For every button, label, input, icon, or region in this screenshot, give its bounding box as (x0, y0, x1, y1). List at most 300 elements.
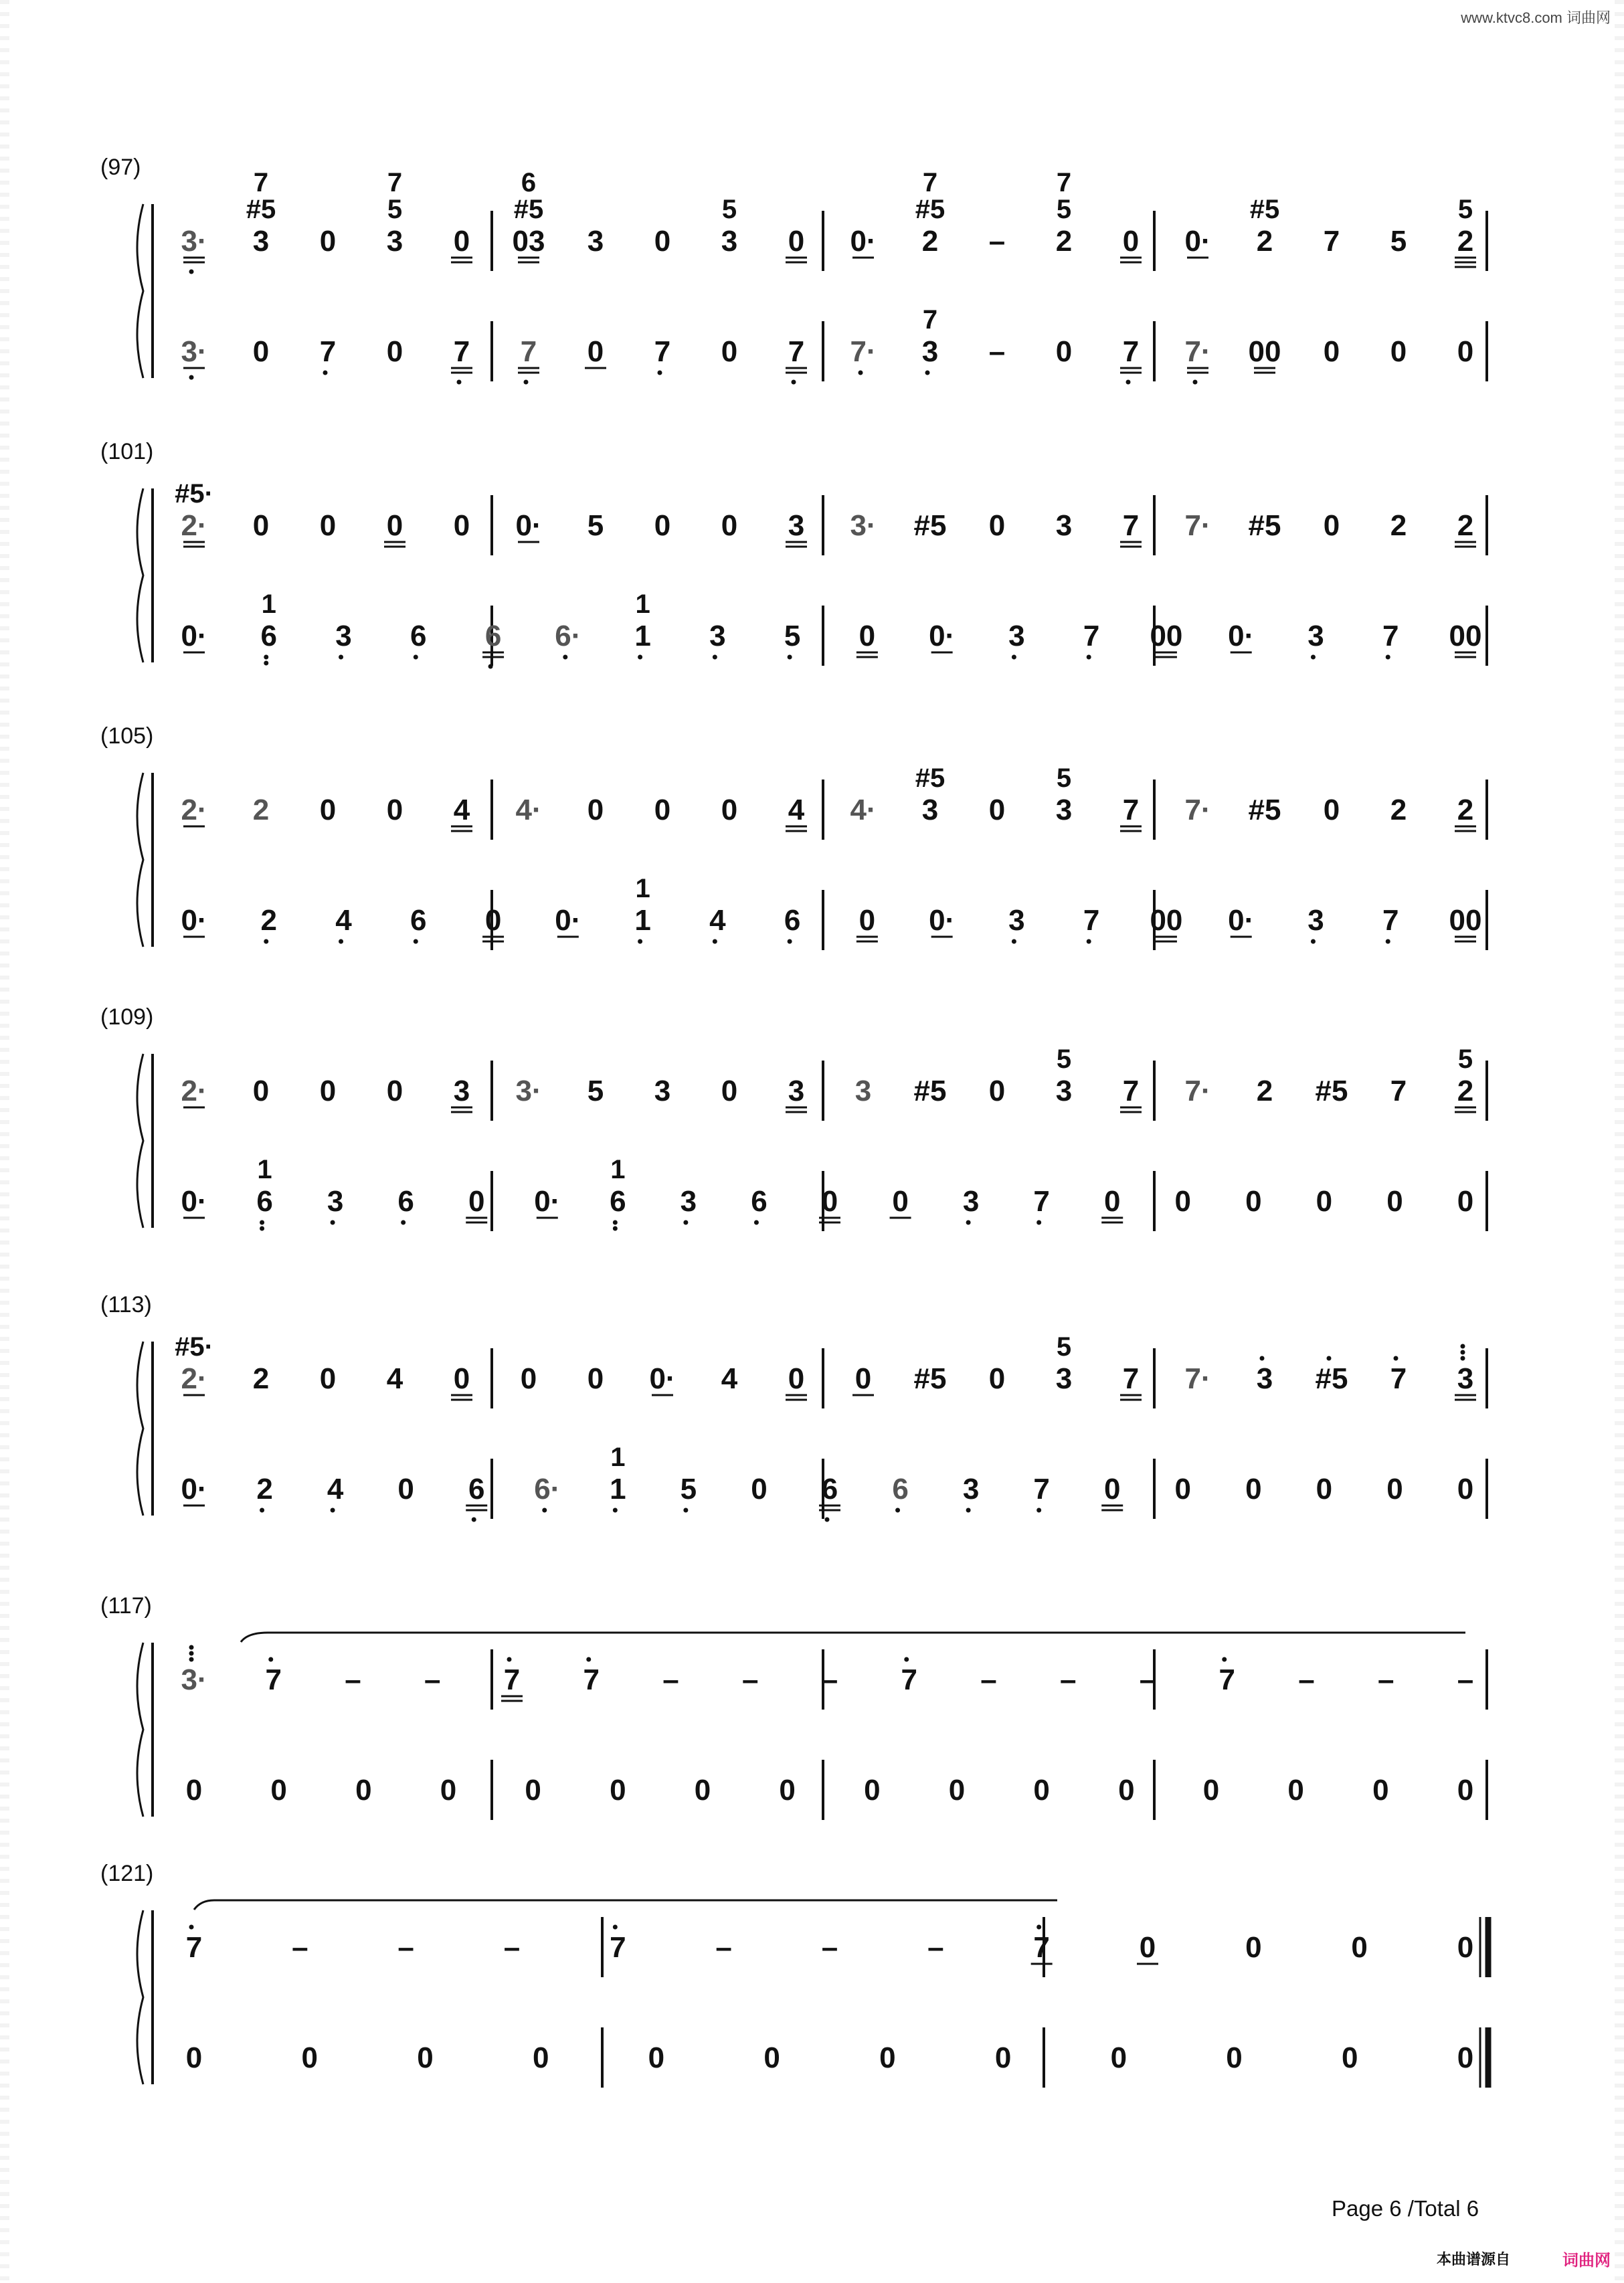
octave-dot-low (260, 1220, 264, 1225)
upper-note: 0 (386, 794, 403, 826)
chord-note: 1 (610, 1155, 626, 1184)
left-margin-stripe (0, 0, 9, 2283)
lower-note: 0· (1228, 904, 1255, 937)
lower-note: 0 (1287, 1774, 1304, 1807)
upper-note: – (345, 1663, 361, 1696)
upper-note: – (503, 1931, 521, 1964)
upper-note: 0 (453, 509, 470, 542)
lower-note: 0 (1103, 1473, 1121, 1505)
upper-note: #5 (1248, 794, 1281, 826)
lower-note: 7 (520, 335, 537, 368)
lower-note: 0 (185, 1774, 203, 1807)
lower-note: 0 (1323, 335, 1340, 368)
lower-note: 0 (1202, 1774, 1220, 1807)
lower-note: 7 (1033, 1473, 1050, 1505)
staff-brace (137, 1054, 143, 1228)
lower-note: 00 (1150, 620, 1183, 652)
upper-note: 0 (1245, 1931, 1262, 1964)
upper-note: 3 (1055, 1075, 1073, 1107)
lower-note: 2 (256, 1473, 273, 1505)
upper-note: #5 (1315, 1362, 1348, 1395)
octave-dot-low (754, 1220, 759, 1225)
upper-note: 0· (1184, 225, 1211, 258)
octave-dot-low (613, 1508, 618, 1513)
tie-arc (194, 1900, 1057, 1910)
lower-note: 5 (680, 1473, 697, 1505)
chord-note: 5 (1056, 763, 1072, 793)
upper-note: – (821, 1931, 838, 1964)
lower-note: 6 (821, 1473, 838, 1505)
lower-note: 5 (784, 620, 801, 652)
chord-note: 5 (1457, 1044, 1473, 1074)
octave-dot-low (1012, 939, 1016, 944)
lower-note: 6 (468, 1473, 485, 1505)
upper-note: 7· (1184, 1362, 1211, 1395)
upper-note: 3 (1055, 509, 1073, 542)
upper-note: #5 (1248, 509, 1281, 542)
upper-note: 2· (181, 509, 207, 542)
upper-note: 3· (181, 1663, 207, 1696)
octave-dot-low (260, 1226, 264, 1231)
upper-note: 5 (1390, 225, 1407, 258)
octave-dot-low (713, 655, 717, 660)
watermark-source: 本曲谱源自 (1436, 2251, 1510, 2268)
lower-note: 0 (1033, 1774, 1050, 1807)
octave-dot-low (658, 371, 662, 375)
upper-note: 3 (453, 1075, 470, 1107)
chord-note: #5 (915, 763, 945, 793)
watermark-top: www.ktvc8.com 词曲网 (1461, 9, 1611, 26)
lower-note: 0 (185, 2041, 203, 2074)
lower-note: 3 (1008, 620, 1025, 652)
octave-dot-high (189, 1925, 194, 1930)
lower-note: 7· (850, 335, 877, 368)
lower-note: 0 (610, 1774, 626, 1807)
lower-note: – (988, 335, 1006, 368)
octave-dot-high (189, 1651, 194, 1656)
octave-dot-low (683, 1220, 688, 1225)
upper-note: 7 (265, 1663, 282, 1696)
upper-note: 0 (1139, 1931, 1156, 1964)
octave-dot-low (925, 371, 930, 375)
lower-note: 0 (1103, 1185, 1121, 1218)
chord-note: 5 (387, 195, 403, 224)
lower-note: 0 (859, 620, 876, 652)
lower-note: 1 (634, 904, 651, 937)
octave-dot-low (1386, 655, 1390, 660)
lower-note: 0 (1226, 2041, 1243, 2074)
measure-number: (117) (100, 1593, 152, 1619)
octave-dot-low (966, 1508, 971, 1513)
upper-note: – (1298, 1663, 1315, 1696)
upper-note: 3 (587, 225, 604, 258)
chord-note: #5· (175, 1332, 213, 1362)
octave-dot-low (638, 655, 642, 660)
upper-note: 2· (181, 794, 207, 826)
octave-dot-high (586, 1657, 591, 1662)
lower-note: 7 (453, 335, 470, 368)
octave-dot-high (904, 1657, 909, 1662)
chord-note: 1 (635, 874, 650, 903)
octave-dot-high (1461, 1344, 1465, 1349)
octave-dot-low (331, 1508, 335, 1513)
lower-note: 0· (929, 904, 956, 937)
octave-dot-high (1327, 1356, 1332, 1361)
right-margin-stripe (1615, 0, 1624, 2283)
upper-note: 2 (1256, 225, 1273, 258)
lower-note: 0 (751, 1473, 768, 1505)
upper-note: 3· (181, 225, 207, 258)
lower-note: 4 (335, 904, 352, 937)
upper-note: 0 (319, 225, 337, 258)
upper-note: – (424, 1663, 441, 1696)
lower-note: 0· (181, 620, 207, 652)
upper-note: 0 (386, 1075, 403, 1107)
octave-dot-low (683, 1508, 688, 1513)
chord-note: 5 (1056, 1332, 1072, 1362)
lower-note: 0 (270, 1774, 287, 1807)
upper-note: 3 (1457, 1362, 1474, 1395)
lower-note: 0 (892, 1185, 909, 1218)
lower-note: 0· (555, 904, 581, 937)
chord-note: 5 (1056, 1044, 1072, 1074)
staff-brace (137, 488, 143, 662)
octave-dot-low (1087, 939, 1091, 944)
lower-note: 0 (1457, 1473, 1474, 1505)
octave-dot-high (1461, 1356, 1465, 1361)
upper-note: 7 (1390, 1075, 1407, 1107)
chord-note: 6 (521, 168, 537, 197)
lower-note: 7· (1184, 335, 1211, 368)
upper-note: 0· (850, 225, 877, 258)
upper-note: #5 (913, 1075, 947, 1107)
chord-note: 5 (1056, 195, 1072, 224)
lower-note: 3· (181, 335, 207, 368)
measure-number: (101) (100, 439, 154, 464)
lower-note: 0 (859, 904, 876, 937)
measure-number: (109) (100, 1004, 154, 1030)
lower-note: 0 (879, 2041, 896, 2074)
lower-note: 0 (417, 2041, 434, 2074)
chord-note: 5 (1457, 195, 1473, 224)
chord-note: 7 (922, 168, 938, 197)
upper-note: 0 (721, 509, 738, 542)
upper-note: 0 (988, 1075, 1006, 1107)
upper-note: 3 (1055, 1362, 1073, 1395)
lower-note: 0· (181, 1185, 207, 1218)
octave-dot-low (966, 1220, 971, 1225)
lower-note: 3 (921, 335, 939, 368)
chord-note: 1 (261, 589, 276, 619)
staff-brace (137, 1910, 143, 2084)
upper-note: 2 (252, 794, 270, 826)
lower-note: 0 (1316, 1473, 1333, 1505)
measure-number: (121) (100, 1861, 154, 1886)
octave-dot-low (895, 1508, 900, 1513)
upper-note: 3 (788, 509, 805, 542)
upper-note: – (1139, 1663, 1156, 1696)
lower-note: 7 (1122, 335, 1140, 368)
octave-dot-low (414, 939, 418, 944)
upper-note: 7 (1122, 1362, 1140, 1395)
lower-note: 6 (256, 1185, 273, 1218)
upper-note: 0 (721, 1075, 738, 1107)
octave-dot-low (788, 939, 792, 944)
upper-note: 4 (453, 794, 470, 826)
upper-note: 0 (453, 1362, 470, 1395)
staff-brace (137, 204, 143, 378)
lower-note: 0 (1110, 2041, 1127, 2074)
lower-note: 3 (709, 620, 726, 652)
octave-dot-low (260, 1508, 264, 1513)
lower-note: 0 (1342, 2041, 1358, 2074)
upper-note: 3 (1256, 1362, 1273, 1395)
lower-note: 3 (1307, 904, 1324, 937)
lower-note: 0 (994, 2041, 1012, 2074)
upper-note: 2 (1457, 1075, 1474, 1107)
upper-note: 3· (850, 509, 877, 542)
lower-note: 0 (1245, 1473, 1262, 1505)
lower-note: 0· (181, 904, 207, 937)
octave-dot-low (331, 1220, 335, 1225)
octave-dot-low (542, 1508, 547, 1513)
upper-note: 4 (721, 1362, 738, 1395)
lower-note: 6· (534, 1473, 561, 1505)
upper-note: 4· (850, 794, 877, 826)
lower-note: 7 (1033, 1185, 1050, 1218)
chord-note: #5 (513, 195, 544, 224)
upper-note: 0 (654, 794, 671, 826)
upper-note: 7 (185, 1931, 203, 1964)
lower-note: 6 (610, 1185, 626, 1218)
tie-arc (241, 1633, 1465, 1642)
lower-note: 0 (721, 335, 738, 368)
upper-note: 0 (319, 509, 337, 542)
lower-note: 0 (1055, 335, 1073, 368)
upper-note: 0 (854, 1362, 872, 1395)
upper-note: 0 (1457, 1931, 1474, 1964)
lower-note: 0 (484, 904, 502, 937)
upper-note: 0 (788, 1362, 805, 1395)
octave-dot-low (339, 939, 343, 944)
lower-note: 3 (962, 1473, 980, 1505)
lower-note: 0· (181, 1473, 207, 1505)
upper-note: 7 (1122, 1075, 1140, 1107)
upper-note: 4 (386, 1362, 403, 1395)
lower-note: 0 (779, 1774, 796, 1807)
upper-note: 7 (1219, 1663, 1235, 1696)
upper-note: 0 (520, 1362, 537, 1395)
upper-note: – (988, 225, 1006, 258)
lower-note: 7 (1382, 904, 1399, 937)
lower-note: 0 (1174, 1473, 1192, 1505)
lower-note: 7 (788, 335, 805, 368)
upper-note: – (1457, 1663, 1474, 1696)
octave-dot-low (1087, 655, 1091, 660)
upper-note: 0 (587, 794, 604, 826)
lower-note: 6 (892, 1473, 909, 1505)
upper-note: 0 (654, 225, 671, 258)
staff-brace (137, 1342, 143, 1516)
lower-note: 0 (301, 2041, 318, 2074)
upper-note: 3· (515, 1075, 542, 1107)
octave-dot-low (1386, 939, 1390, 944)
lower-note: 0 (763, 2041, 780, 2074)
lower-note: 3 (1008, 904, 1025, 937)
octave-dot-high (613, 1925, 618, 1930)
chord-note: 1 (257, 1155, 272, 1184)
upper-note: 0 (1323, 794, 1340, 826)
octave-dot-high (1394, 1356, 1399, 1361)
lower-note: 0 (948, 1774, 966, 1807)
octave-dot-low (859, 371, 863, 375)
lower-note: 0 (1174, 1185, 1192, 1218)
lower-note: 00 (1248, 335, 1281, 368)
octave-dot-low (264, 655, 268, 660)
upper-note: #5 (1315, 1075, 1348, 1107)
octave-dot-high (1461, 1350, 1465, 1355)
octave-dot-low (1311, 655, 1316, 660)
octave-dot-low (488, 664, 493, 669)
upper-note: 7 (1323, 225, 1340, 258)
lower-note: 0 (648, 2041, 665, 2074)
octave-dot-low (1012, 655, 1016, 660)
octave-dot-low (524, 380, 529, 385)
upper-note: #5 (913, 509, 947, 542)
lower-note: 6 (751, 1185, 768, 1218)
octave-dot-low (401, 1220, 405, 1225)
lower-note: 0· (929, 620, 956, 652)
octave-dot-low (613, 1226, 618, 1231)
upper-note: – (715, 1931, 732, 1964)
octave-dot-low (613, 1220, 618, 1225)
lower-note: 0 (1372, 1774, 1389, 1807)
upper-note: 7 (1033, 1931, 1050, 1964)
upper-note: 0 (721, 794, 738, 826)
upper-note: 03 (512, 225, 545, 258)
upper-note: 2 (1055, 225, 1073, 258)
chord-note: 7 (253, 168, 269, 197)
upper-note: 2 (1256, 1075, 1273, 1107)
staff-brace (137, 1643, 143, 1817)
lower-note: 7 (1083, 904, 1100, 937)
upper-note: 2· (181, 1362, 207, 1395)
lower-note: 6 (397, 1185, 414, 1218)
chord-note: 7 (387, 168, 403, 197)
lower-note: 1 (634, 620, 651, 652)
lower-note: 0 (525, 1774, 541, 1807)
upper-note: 3 (252, 225, 270, 258)
lower-note: 6· (555, 620, 581, 652)
lower-note: 0 (468, 1185, 485, 1218)
lower-note: 3 (335, 620, 352, 652)
chord-note: #5 (915, 195, 945, 224)
measure-number: (105) (100, 723, 154, 749)
upper-note: – (927, 1931, 944, 1964)
measure-number: (97) (100, 155, 141, 180)
upper-note: 7 (503, 1663, 521, 1696)
upper-note: 7· (1184, 794, 1211, 826)
upper-note: 0 (654, 509, 671, 542)
upper-note: 0· (515, 509, 542, 542)
upper-note: – (742, 1663, 759, 1696)
upper-note: 0 (386, 509, 403, 542)
upper-note: – (980, 1663, 997, 1696)
octave-dot-low (1036, 1220, 1041, 1225)
octave-dot-low (189, 375, 194, 380)
upper-note: 3 (1055, 794, 1073, 826)
lower-note: 0 (694, 1774, 711, 1807)
lower-note: 0 (1245, 1185, 1262, 1218)
lower-note: 6 (784, 904, 801, 937)
upper-note: – (397, 1931, 414, 1964)
upper-note: 4 (788, 794, 805, 826)
upper-note: 7 (1122, 794, 1140, 826)
upper-note: 7· (1184, 1075, 1211, 1107)
upper-note: 2 (252, 1362, 270, 1395)
lower-note: 0 (1386, 1473, 1403, 1505)
upper-note: 3 (921, 794, 939, 826)
chord-note: #5 (246, 195, 276, 224)
upper-note: 2· (181, 1075, 207, 1107)
upper-note: 0 (988, 794, 1006, 826)
upper-note: 2 (1457, 509, 1474, 542)
lower-note: 0 (1457, 1185, 1474, 1218)
chord-note: 7 (922, 305, 938, 335)
lower-note: 4 (327, 1473, 344, 1505)
octave-dot-low (1311, 939, 1316, 944)
measure-number: (113) (100, 1292, 152, 1317)
lower-note: 4 (709, 904, 726, 937)
lower-note: 3 (962, 1185, 980, 1218)
octave-dot-low (472, 1518, 476, 1522)
octave-dot-low (563, 655, 567, 660)
octave-dot-high (1222, 1657, 1227, 1662)
upper-note: 0 (1323, 509, 1340, 542)
upper-note: 3 (721, 225, 738, 258)
upper-note: 3 (386, 225, 403, 258)
page-indicator: Page 6 /Total 6 (1332, 2196, 1479, 2221)
chord-note: 1 (610, 1443, 626, 1472)
lower-note: 6 (410, 904, 427, 937)
upper-note: 0 (988, 1362, 1006, 1395)
octave-dot-low (323, 371, 328, 375)
upper-note: 0 (252, 1075, 270, 1107)
lower-note: 6 (484, 620, 502, 652)
staff-brace (137, 773, 143, 947)
lower-note: 6 (410, 620, 427, 652)
upper-note: 7 (901, 1663, 917, 1696)
upper-note: 7· (1184, 509, 1211, 542)
octave-dot-low (1036, 1508, 1041, 1513)
lower-note: 0 (1390, 335, 1407, 368)
octave-dot-low (638, 939, 642, 944)
upper-note: – (292, 1931, 308, 1964)
octave-dot-low (339, 655, 343, 660)
octave-dot-low (1193, 380, 1198, 385)
octave-dot-high (189, 1645, 194, 1650)
lower-note: 0 (1316, 1185, 1333, 1218)
chord-note: #5 (1249, 195, 1280, 224)
lower-note: 0 (355, 1774, 372, 1807)
upper-note: 0 (319, 1075, 337, 1107)
lower-note: 0 (1457, 2041, 1474, 2074)
lower-note: 0 (440, 1774, 457, 1807)
lower-note: 0· (1228, 620, 1255, 652)
octave-dot-low (825, 1518, 830, 1522)
lower-note: 0 (864, 1774, 881, 1807)
octave-dot-low (457, 380, 462, 385)
